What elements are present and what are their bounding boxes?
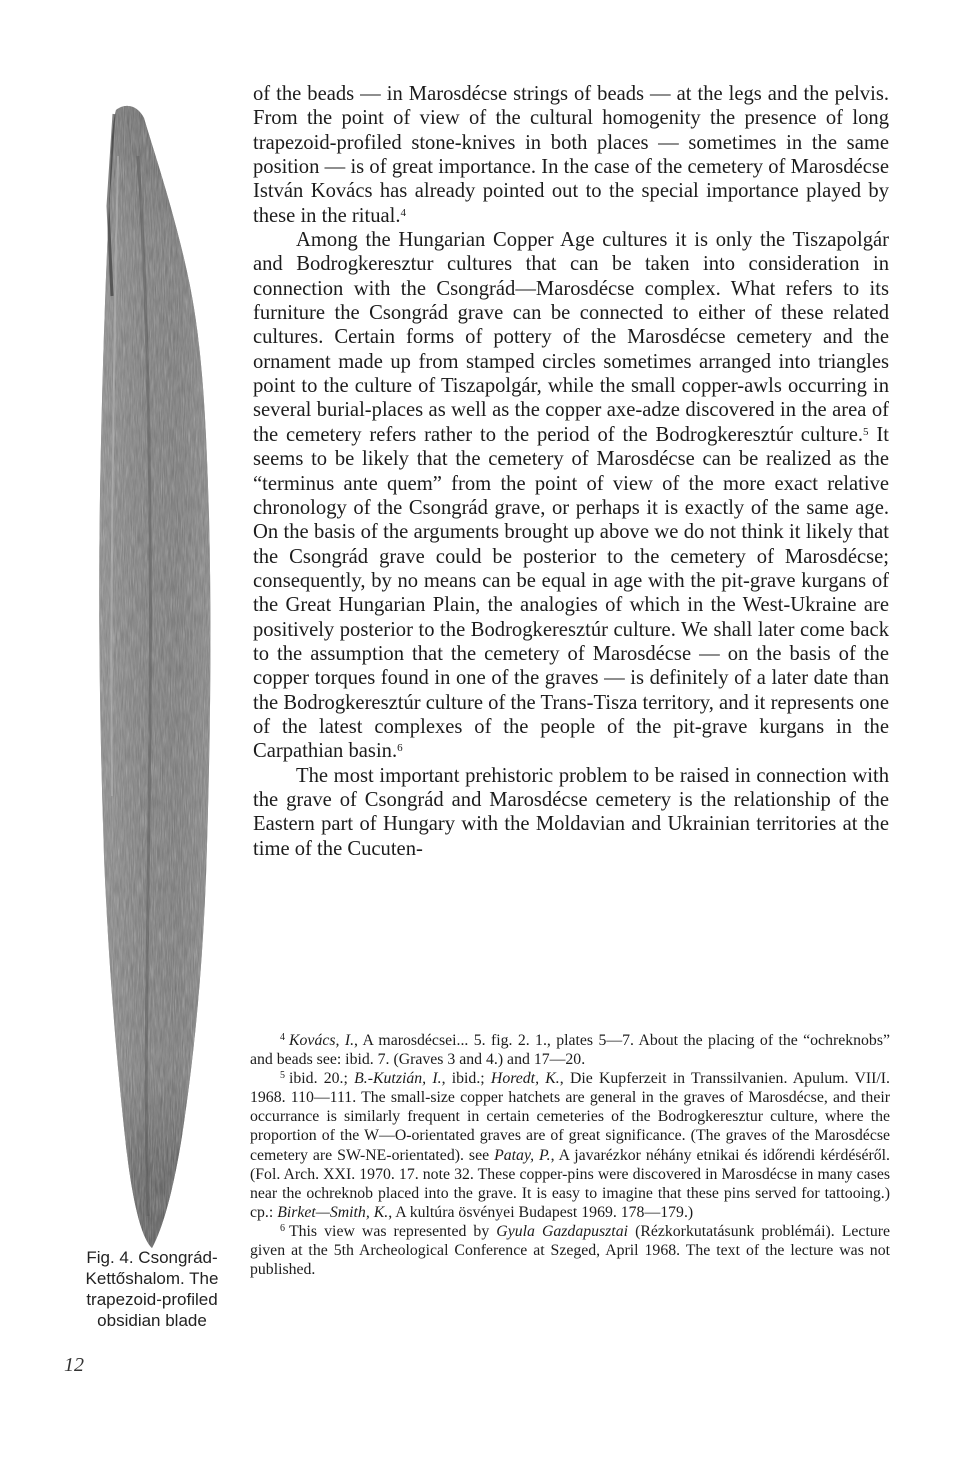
footnote-text: (Rézkorkutatásunk problémái). Lecture given at the 5th Archeological Conference at Szeged, April 1968. The text of the lecture was not published. <box>250 1222 891 1279</box>
footnote-text: , Die Kupferzeit in Transsilvanien. Apulum. VII/I. 1968. 110—111. The small-size copper hatchets are general in the graves of Marosdécse, and their occurrance is similarly frequent in certain cemeteries of the Bodrogkeresztur culture, where the proportion of the W—O-orientated graves are of great significance. (The graves of the Marosdécse cemetery are SW-NE-orientated). see <box>250 1070 890 1164</box>
footnote-ref-6: 6 <box>397 742 403 755</box>
paragraph-text: of the beads — in Marosdécse strings of beads — at the legs and the pelvis. From the point of view of the cultural homogenity the presence of long trapezoid-profiled stone-knives in both places — sometimes in the same position — is of great importance. In the case of the cemetery of Marosdécse István Kovács has already pointed out to the special importance played by these in the ritual. <box>253 83 889 227</box>
footnote-text: , A marosdécsei... 5. fig. 2. 1., plates 5—7. About the placing of the “ochreknobs” and beads see: ibid. 7. (Graves 3 and 4.) and 17—20. <box>250 1032 890 1069</box>
caption-line: obsidian blade <box>97 1311 207 1330</box>
page-number: 12 <box>64 1354 84 1376</box>
footnote-4 <box>250 1031 890 1069</box>
footnote-number: 5 <box>280 1070 285 1082</box>
paragraph-text: Among the Hungarian Copper Age cultures it is only the Tiszapolgár and Bodrogkeresztur cultures that can be taken into consideration in connection with the Csongrád—Marosdécse complex. What refers to its furniture the Csongrád grave can be connected to either of these related cultures. Certain forms of pottery of the Marosdécse cemetery and the ornament made up from stamped circles sometimes arranged into triangles point to the culture of Tiszapolgár, while the small copper-awls occurring in several burial-places as well as the copper axe-adze discovered in the area of the cemetery refers rather to the period of the Bodrogkeresztúr culture. <box>253 229 889 446</box>
footnote-author: Birket—Smith, K. <box>277 1203 389 1221</box>
paragraph-text: The most important prehistoric problem to be raised in connection with the grave of Csongrád and Marosdécse cemetery is the relationship of the Eastern part of Hungary with the Moldavian and Ukrainian territories at the time of the Cucuten- <box>253 764 889 860</box>
paragraph-1 <box>253 82 889 228</box>
caption-line: trapezoid-profiled <box>86 1290 218 1309</box>
main-text <box>253 82 889 861</box>
obsidian-blade-image <box>78 96 228 1256</box>
footnote-ref-4: 4 <box>400 206 407 219</box>
paragraph-text: It seems to be likely that the cemetery of Marosdécse can be realized as the “terminus ante quem” from the point of view of the more exact relative chronology of the Csongrád grave, or perhaps it is exactly of the same age. On the basis of the arguments brought up above we do not think it likely that the Csongrád grave could be posterior to the cemetery of Marosdécse; consequently, by no means can be equal in age with the pit-grave kurgans of the Great Hungarian Plain, the analogies of which in the West-Ukraine are positively posterior to the Bodrogkeresztúr culture. We shall later come back to the assumption that the cemetery of Marosdécse — on the basis of the copper torques found in one of the graves — is definitely of a later date than the Bodrogkeresztúr culture of the Trans-Tisza territory, and it represents one of the latest complexes of the people of the pit-grave kurgans in the Carpathian basin. <box>253 423 889 763</box>
figure-obsidian-blade <box>78 96 228 1256</box>
footnotes <box>250 1031 890 1279</box>
figure-caption <box>66 1247 238 1331</box>
footnote-5 <box>250 1069 890 1222</box>
paragraph-2 <box>253 228 889 764</box>
footnote-text: ibid. 20.; <box>289 1070 355 1088</box>
caption-line: Fig. 4. Csongrád- <box>86 1248 218 1267</box>
footnote-author: Patay, P. <box>494 1146 551 1164</box>
footnote-number: 6 <box>280 1222 285 1234</box>
footnote-text: , A javarézkor néhány etnikai és időrendi kérdéséről. (Fol. Arch. XXI. 1970. 17. note 32. These copper-pins were discovered in Marosdécse in many cases near the ochreknob placed into the grave. It is easy to imagine that these pins served for tattooing.) cp.: <box>250 1146 891 1221</box>
footnote-text: , ibid.; <box>441 1070 491 1088</box>
footnote-ref-5: 5 <box>863 425 869 438</box>
footnote-author: B.-Kutzián, I. <box>354 1070 442 1088</box>
footnote-number: 4 <box>280 1032 285 1043</box>
footnote-text: This view was represented by <box>289 1222 497 1240</box>
footnote-6 <box>250 1222 890 1279</box>
footnote-author: Gyula Gazdapusztai <box>496 1222 628 1240</box>
footnote-text: , A kultúra ösvényei Budapest 1969. 178—179.) <box>388 1203 694 1221</box>
caption-line: Kettőshalom. The <box>85 1269 219 1288</box>
paragraph-3 <box>253 764 889 861</box>
footnote-author: Horedt, K. <box>490 1070 560 1088</box>
footnote-author: Kovács, I. <box>289 1032 355 1049</box>
